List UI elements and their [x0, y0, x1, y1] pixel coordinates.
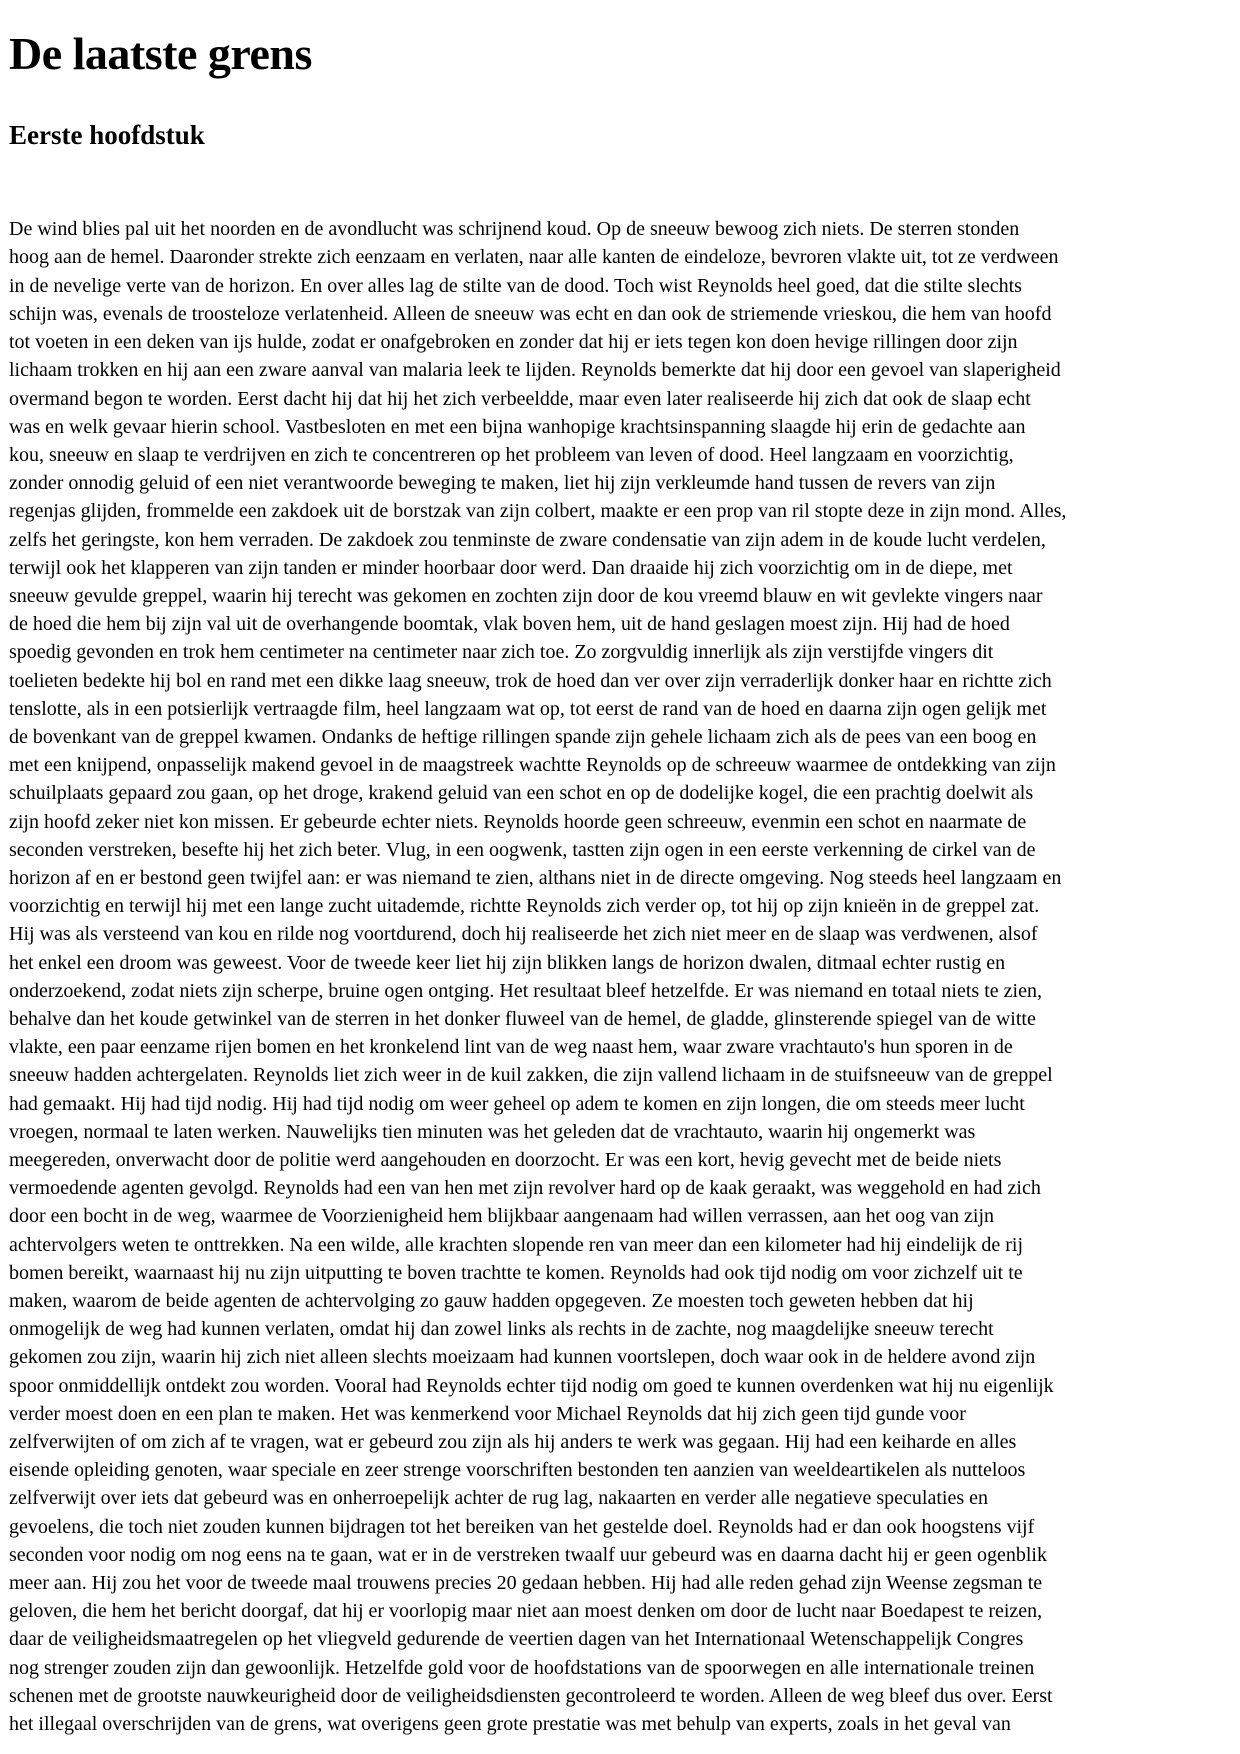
text-line: nog strenger zouden zijn dan gewoonlijk. Hetzelfde gold voor de hoofdstations van de spoorwegen en alle internationale treinen — [9, 1656, 1035, 1679]
text-line: verder moest doen en een plan te maken. Het was kenmerkend voor Michael Reynolds dat hij zich geen tijd gunde voor — [9, 1402, 966, 1425]
text-line: spoor onmiddellijk ontdekt zou worden. Vooral had Reynolds echter tijd nodig om goed te kunnen overdenken wat hij nu eigenlijk — [9, 1374, 1054, 1397]
text-line: door een bocht in de weg, waarmee de Voorzienigheid hem blijkbaar aangenaam had willen verrassen, aan het oog van zijn — [9, 1205, 995, 1228]
text-line: achtervolgers weten te onttrekken. Na een wilde, alle krachten slopende ren van meer dan een kilometer had hij eindelijk de rij — [9, 1233, 1024, 1256]
text-line: Hij was als versteend van kou en rilde nog voortdurend, doch hij realiseerde het zich niet meer en de slaap was verdwenen, alsof — [9, 923, 1038, 946]
text-line: bomen bereikt, waarnaast hij nu zijn uitputting te boven trachtte te komen. Reynolds had ook tijd nodig om voor zichzelf uit te — [9, 1261, 1023, 1284]
text-line: zelfs het geringste, kon hem verraden. De zakdoek zou tenminste de zware condensatie van zijn adem in de koude lucht verdelen, — [9, 528, 1046, 551]
text-line: met een knijpend, onpasselijk makend gevoel in de maagstreek wachtte Reynolds op de schreeuw waarmee de ontdekking van zijn — [9, 754, 1056, 777]
book-title: De laatste grens — [9, 28, 312, 79]
text-line: zelfverwijten of om zich af te vragen, wat er gebeurd zou zijn als hij anders te werk was gegaan. Hij had een keiharde en alles — [9, 1431, 1017, 1454]
text-line: was en welk gevaar hierin school. Vastbesloten en met een bijna wanhopige krachtsinspanning slaagde hij erin de gedachte aan — [9, 415, 1026, 438]
text-line: meer aan. Hij zou het voor de tweede maal trouwens precies 20 gedaan hebben. Hij had alle reden gehad zijn Weense zegsman te — [9, 1572, 1043, 1595]
text-line: terwijl ook het klapperen van zijn tanden er minder hoorbaar door werd. Dan draaide hij zich voorzichtig om in de diepe, met — [9, 556, 1013, 579]
text-line: daar de veiligheidsmaatregelen op het vliegveld gedurende de veertien dagen van het Internationaal Wetenschappelijk Congres — [9, 1628, 1024, 1651]
text-line: toelieten bedekte hij bol en rand met een dikke laag sneeuw, trok de hoed dan ver over zijn verraderlijk donker haar en richtte zich — [9, 669, 1052, 692]
text-line: spoedig gevonden en trok hem centimeter na centimeter naar zich toe. Zo zorgvuldig innerlijk als zijn verstijfde vingers dit — [9, 641, 994, 664]
text-line: meegereden, onverwacht door de politie werd aangehouden en doorzocht. Er was een kort, hevig gevecht met de beide niets — [9, 1148, 1002, 1171]
text-line: gekomen zou zijn, waarin hij zich niet alleen slechts moeizaam had kunnen voortslepen, doch waar ook in de heldere avond zijn — [9, 1346, 1036, 1369]
text-line: het illegaal overschrijden van de grens, wat overigens geen grote prestatie was met behulp van experts, zoals in het geval van — [9, 1713, 1011, 1736]
text-line: zijn hoofd zeker niet kon missen. Er gebeurde echter niets. Reynolds hoorde geen schreeuw, evenmin een schot en naarmate de — [9, 810, 1027, 833]
text-line: het enkel een droom was geweest. Voor de tweede keer liet hij zijn blikken langs de horizon dwalen, ditmaal echter rustig en — [9, 951, 1006, 974]
text-line: regenjas glijden, frommelde een zakdoek uit de borstzak van zijn colbert, maakte er een prop van ril stopte deze in zijn mond. Alles, — [9, 500, 1067, 523]
text-line: tenslotte, als in een potsierlijk vertraagde film, heel langzaam wat op, tot eerst de rand van de hoed en daarna zijn ogen gelijk met — [9, 697, 1047, 720]
text-line: gevoelens, die toch niet zouden kunnen bijdragen tot het bereiken van het gestelde doel. Reynolds had er dan ook hoogstens vijf — [9, 1515, 1035, 1538]
text-line: De wind blies pal uit het noorden en de avondlucht was schrijnend koud. Op de sneeuw bewoog zich niets. De sterren stonden — [9, 218, 1020, 241]
text-line: eisende opleiding genoten, waar speciale en zeer strenge voorschriften bestonden ten aanzien van weeldeartikelen als nutteloos — [9, 1459, 1026, 1482]
book-page — [0, 28, 1240, 1754]
text-line: de bovenkant van de greppel kwamen. Ondanks de heftige rillingen spande zijn gehele lichaam zich als de pees van een boog en — [9, 725, 1037, 748]
text-line: in de nevelige verte van de horizon. En over alles lag de stilte van de dood. Toch wist Reynolds heel goed, dat die stilte slechts — [9, 274, 1022, 297]
chapter-heading: Eerste hoofdstuk — [9, 119, 205, 150]
text-line: sneeuw hadden achtergelaten. Reynolds liet zich weer in de kuil zakken, die zijn vallend lichaam in de stuifsneeuw van de greppel — [9, 1064, 1053, 1087]
text-line: seconden verstreken, besefte hij het zich beter. Vlug, in een oogwenk, tastten zijn ogen in een eerste verkenning de cirkel van de — [9, 838, 1036, 861]
chapter-text — [9, 215, 1234, 1738]
text-line: zelfverwijt over iets dat gebeurd was en onherroepelijk achter de rug lag, nakaarten en verder alle negatieve speculaties en — [9, 1487, 988, 1510]
text-line: sneeuw gevulde greppel, waarin hij terecht was gekomen en zochten zijn door de kou vreemd blauw en wit gevlekte vingers naar — [9, 584, 1043, 607]
text-line: voorzichtig en terwijl hij met een lange zucht uitademde, richtte Reynolds zich verder op, tot hij op zijn knieën in de greppel zat. — [9, 895, 1040, 918]
text-line: schenen met de grootste nauwkeurigheid door de veiligheidsdiensten gecontroleerd te worden. Alleen de weg bleef dus over. Eerst — [9, 1684, 1053, 1707]
text-line: horizon af en er bestond geen twijfel aan: er was niemand te zien, althans niet in de directe omgeving. Nog steeds heel langzaam en — [9, 866, 1062, 889]
text-line: schuilplaats gepaard zou gaan, op het droge, krakend geluid van een schot en op de dodelijke kogel, die een prachtig doelwit als — [9, 782, 1034, 805]
text-line: had gemaakt. Hij had tijd nodig. Hij had tijd nodig om weer geheel op adem te komen en zijn longen, die om steeds meer lucht — [9, 1092, 1025, 1115]
text-line: maken, waarom de beide agenten de achtervolging zo gauw hadden opgegeven. Ze moesten toch geweten hebben dat hij — [9, 1290, 974, 1312]
text-line: tot voeten in een deken van ijs hulde, zodat er onafgebroken en zonder dat hij er iets tegen kon doen hevige rillingen door zijn — [9, 331, 1018, 354]
text-line: vroegen, normaal te laten werken. Nauwelijks tien minuten was het geleden dat de vrachtauto, waarin hij ongemerkt was — [9, 1120, 976, 1143]
text-line: vermoedende agenten gevolgd. Reynolds had een van hen met zijn revolver hard op de kaak geraakt, was weggehold en had zich — [9, 1177, 1041, 1200]
text-line: vlakte, een paar eenzame rijen bomen en het kronkelend lint van de weg naast hem, waar zware vrachtauto's hun sporen in de — [9, 1036, 1013, 1059]
text-line: kou, sneeuw en slaap te verdrijven en zich te concentreren op het probleem van leven of dood. Heel langzaam en voorzichtig, — [9, 443, 1014, 466]
text-line: zonder onnodig geluid of een niet verantwoorde beweging te maken, liet hij zijn verkleumde hand tussen de revers van zijn — [9, 472, 996, 495]
text-line: geloven, die hem het bericht doorgaf, dat hij er voorlopig maar niet aan moest denken om door de lucht naar Boedapest te reizen, — [9, 1600, 1043, 1623]
text-line: schijn was, evenals de troosteloze verlatenheid. Alleen de sneeuw was echt en dan ook de striemende vrieskou, die hem van hoofd — [9, 302, 1052, 325]
text-line: de hoed die hem bij zijn val uit de overhangende boomtak, vlak boven hem, uit de hand geslagen moest zijn. Hij had de hoed — [9, 613, 1010, 636]
text-line: hoog aan de hemel. Daaronder strekte zich eenzaam en verlaten, naar alle kanten de eindeloze, bevroren vlakte uit, tot ze verdween — [9, 246, 1059, 269]
text-line: onmogelijk de weg had kunnen verlaten, omdat hij dan zowel links als rechts in de zachte, nog maagdelijke sneeuw terecht — [9, 1318, 994, 1341]
text-line: overmand begon te worden. Eerst dacht hij dat hij het zich verbeeldde, maar even later realiseerde hij zich dat ook de slaap echt — [9, 387, 1031, 410]
text-line: behalve dan het koude getwinkel van de sterren in het donker fluweel van de hemel, de gladde, glinsterende spiegel van de witte — [9, 1007, 1036, 1030]
text-line: seconden voor nodig om nog eens na te gaan, wat er in de verstreken twaalf uur gebeurd was en daarna dacht hij er geen ogenblik — [9, 1543, 1047, 1566]
text-line: onderzoekend, zodat niets zijn scherpe, bruine ogen ontging. Het resultaat bleef hetzelfde. Er was niemand en totaal niets te zien, — [9, 979, 1042, 1002]
text-line: lichaam trokken en hij aan een zware aanval van malaria leek te lijden. Reynolds bemerkte dat hij door een gevoel van slaperigheid — [9, 359, 1061, 382]
